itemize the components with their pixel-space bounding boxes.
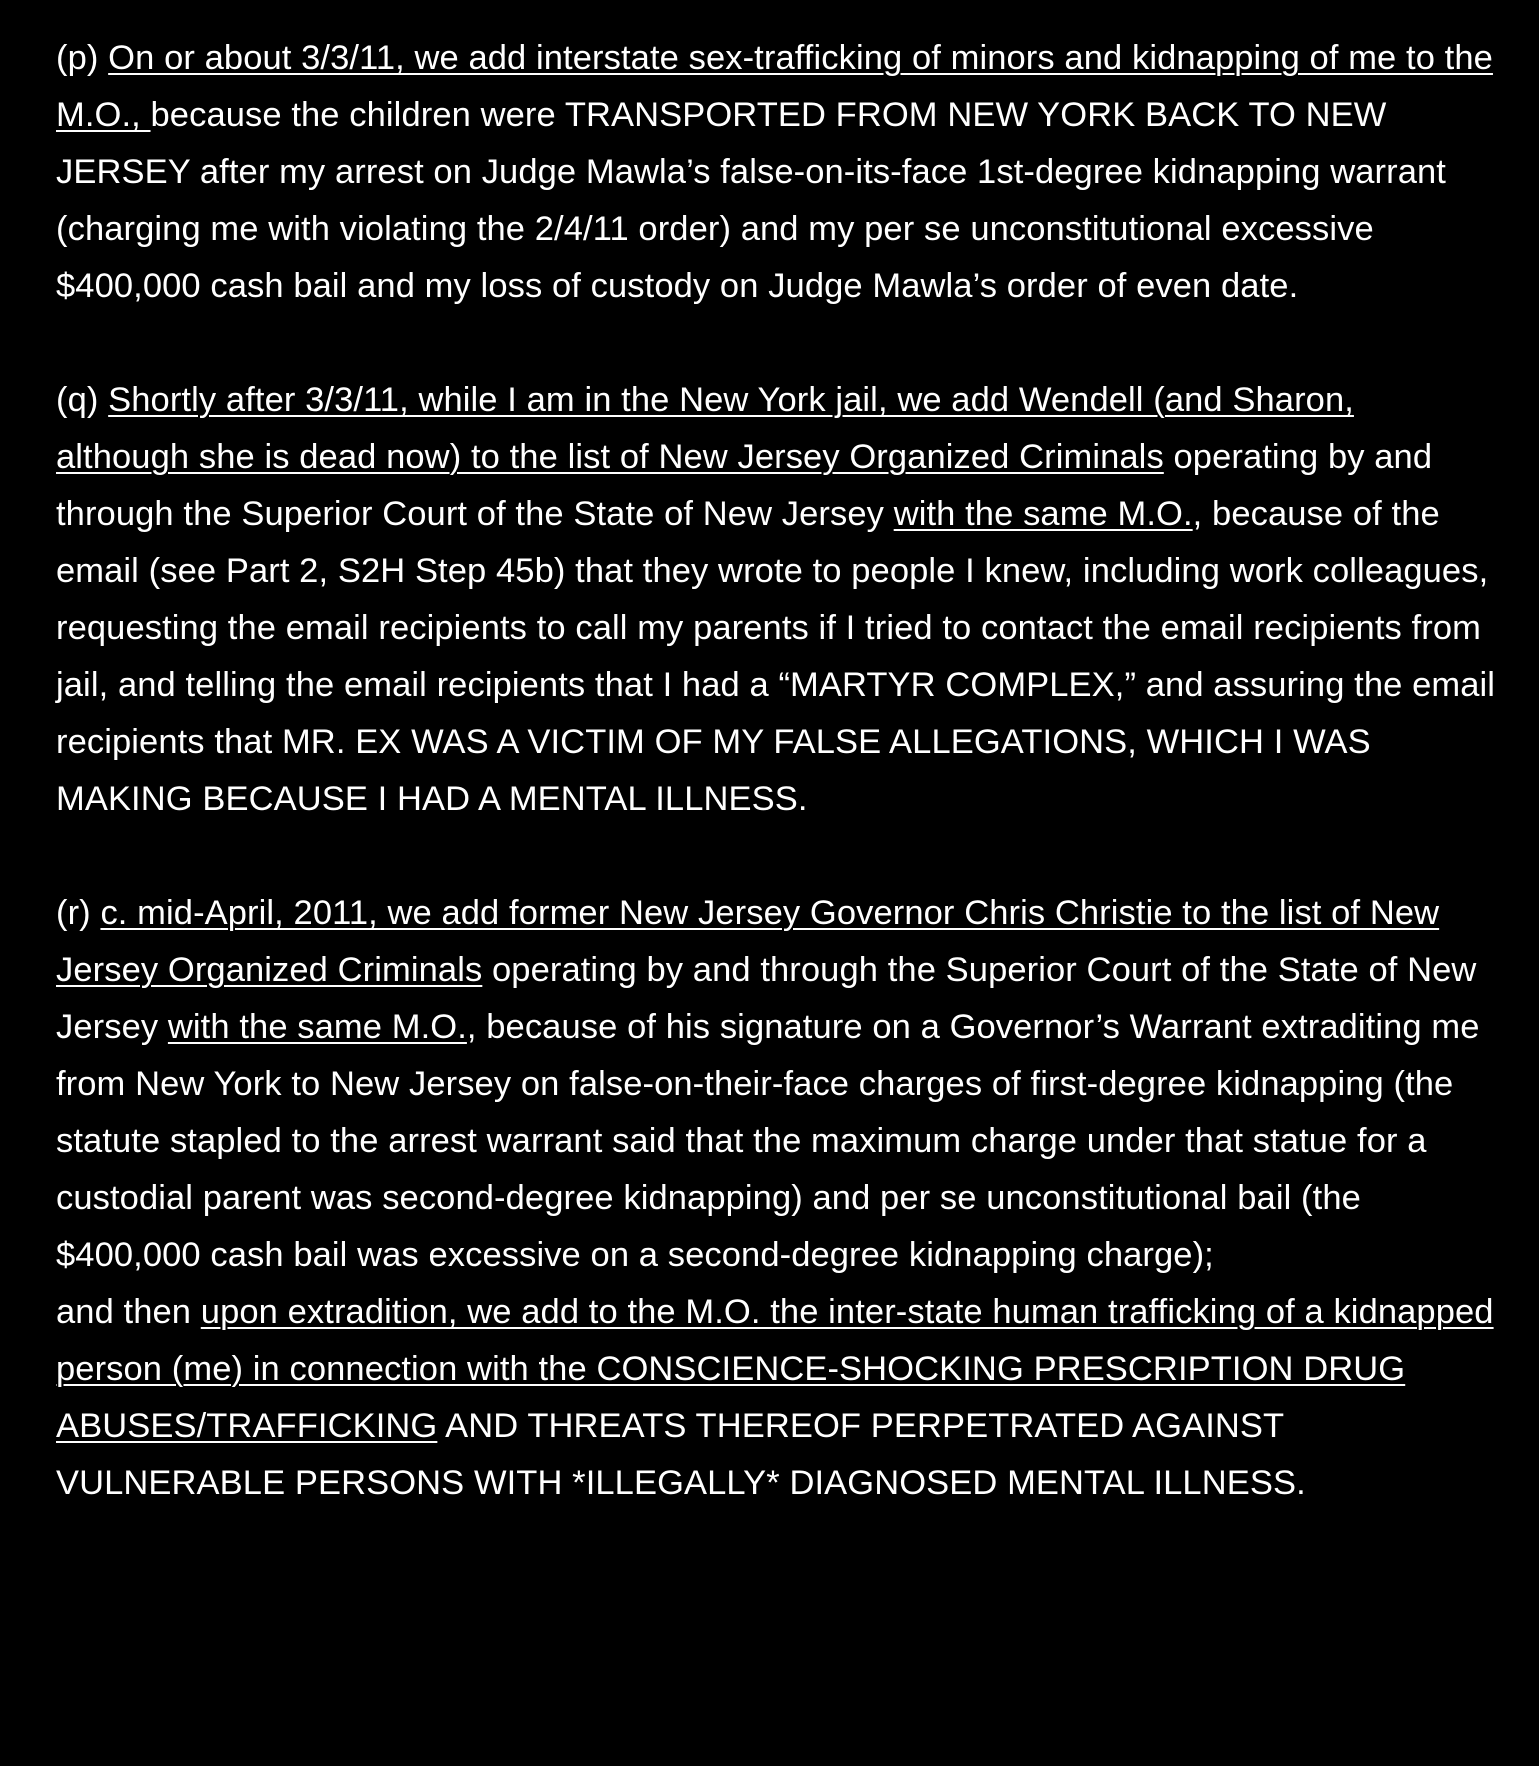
paragraph-p: [56, 30, 1496, 315]
text-segment: , because of his signature on a Governor’s Warrant extraditing me from New York to New Jersey on false-on-their-face charges of first-degree kidnapping (the statute stapled to the arrest warrant said that the maximum charge under that statue for a custodial parent was second-degree kidnapping) and per se unconstitutional bail (the $400,000 cash bail was excessive on a second-degree kidnapping charge);: [56, 1008, 1480, 1274]
underlined-text-segment: upon extradition, we add to the M.O. the inter-state human trafficking of a kidnapped person (me) in connection with the CONSCIENCE-SHOCKING PRESCRIPTION DRUG ABUSES/TRAFFICKING: [56, 1293, 1494, 1445]
paragraph-q: [56, 372, 1496, 828]
text-segment: operating by and through the Superior Court of the State of New Jersey: [56, 438, 1433, 533]
text-segment: , because of the email (see Part 2, S2H Step 45b) that they wrote to people I knew, including work colleagues, requesting the email recipients to call my parents if I tried to contact the email recipients from jail, and telling the email recipients that I had a “MARTYR COMPLEX,” and assuring the email recipients that MR. EX WAS A VICTIM OF MY FALSE ALLEGATIONS, WHICH I WAS MAKING BECAUSE I HAD A MENTAL ILLNESS.: [56, 495, 1496, 818]
underlined-text-segment: On or about 3/3/11, we add interstate sex-trafficking of minors and kidnapping of me to the M.O.,: [56, 39, 1493, 134]
text-segment: (q): [56, 381, 109, 419]
text-segment: because the children were TRANSPORTED FROM NEW YORK BACK TO NEW JERSEY after my arrest on Judge Mawla’s false-on-its-face 1st-degree kidnapping warrant (charging me with violating the 2/4/11 order) and my per se unconstitutional excessive $400,000 cash bail and my loss of custody on Judge Mawla’s order of even date.: [56, 96, 1446, 305]
underlined-text-segment: with the same M.O.: [893, 495, 1193, 533]
text-segment: AND THREATS THEREOF PERPETRATED AGAINST VULNERABLE PERSONS WITH *ILLEGALLY* DIAGNOSED MENTAL ILLNESS.: [56, 1407, 1306, 1502]
paragraph-r: [56, 885, 1496, 1512]
document-page: [56, 30, 1496, 1569]
text-segment: (r): [56, 894, 101, 932]
underlined-text-segment: Shortly after 3/3/11, while I am in the New York jail, we add Wendell (and Sharon, although she is dead now) to the list of New Jersey Organized Criminals: [56, 381, 1354, 476]
text-segment: and then: [56, 1293, 201, 1331]
underlined-text-segment: c. mid-April, 2011, we add former New Jersey Governor Chris Christie to the list of New Jersey Organized Criminals: [56, 894, 1440, 989]
underlined-text-segment: with the same M.O.: [167, 1008, 467, 1046]
text-segment: (p): [56, 39, 109, 77]
text-segment: operating by and through the Superior Court of the State of New Jersey: [56, 951, 1477, 1046]
